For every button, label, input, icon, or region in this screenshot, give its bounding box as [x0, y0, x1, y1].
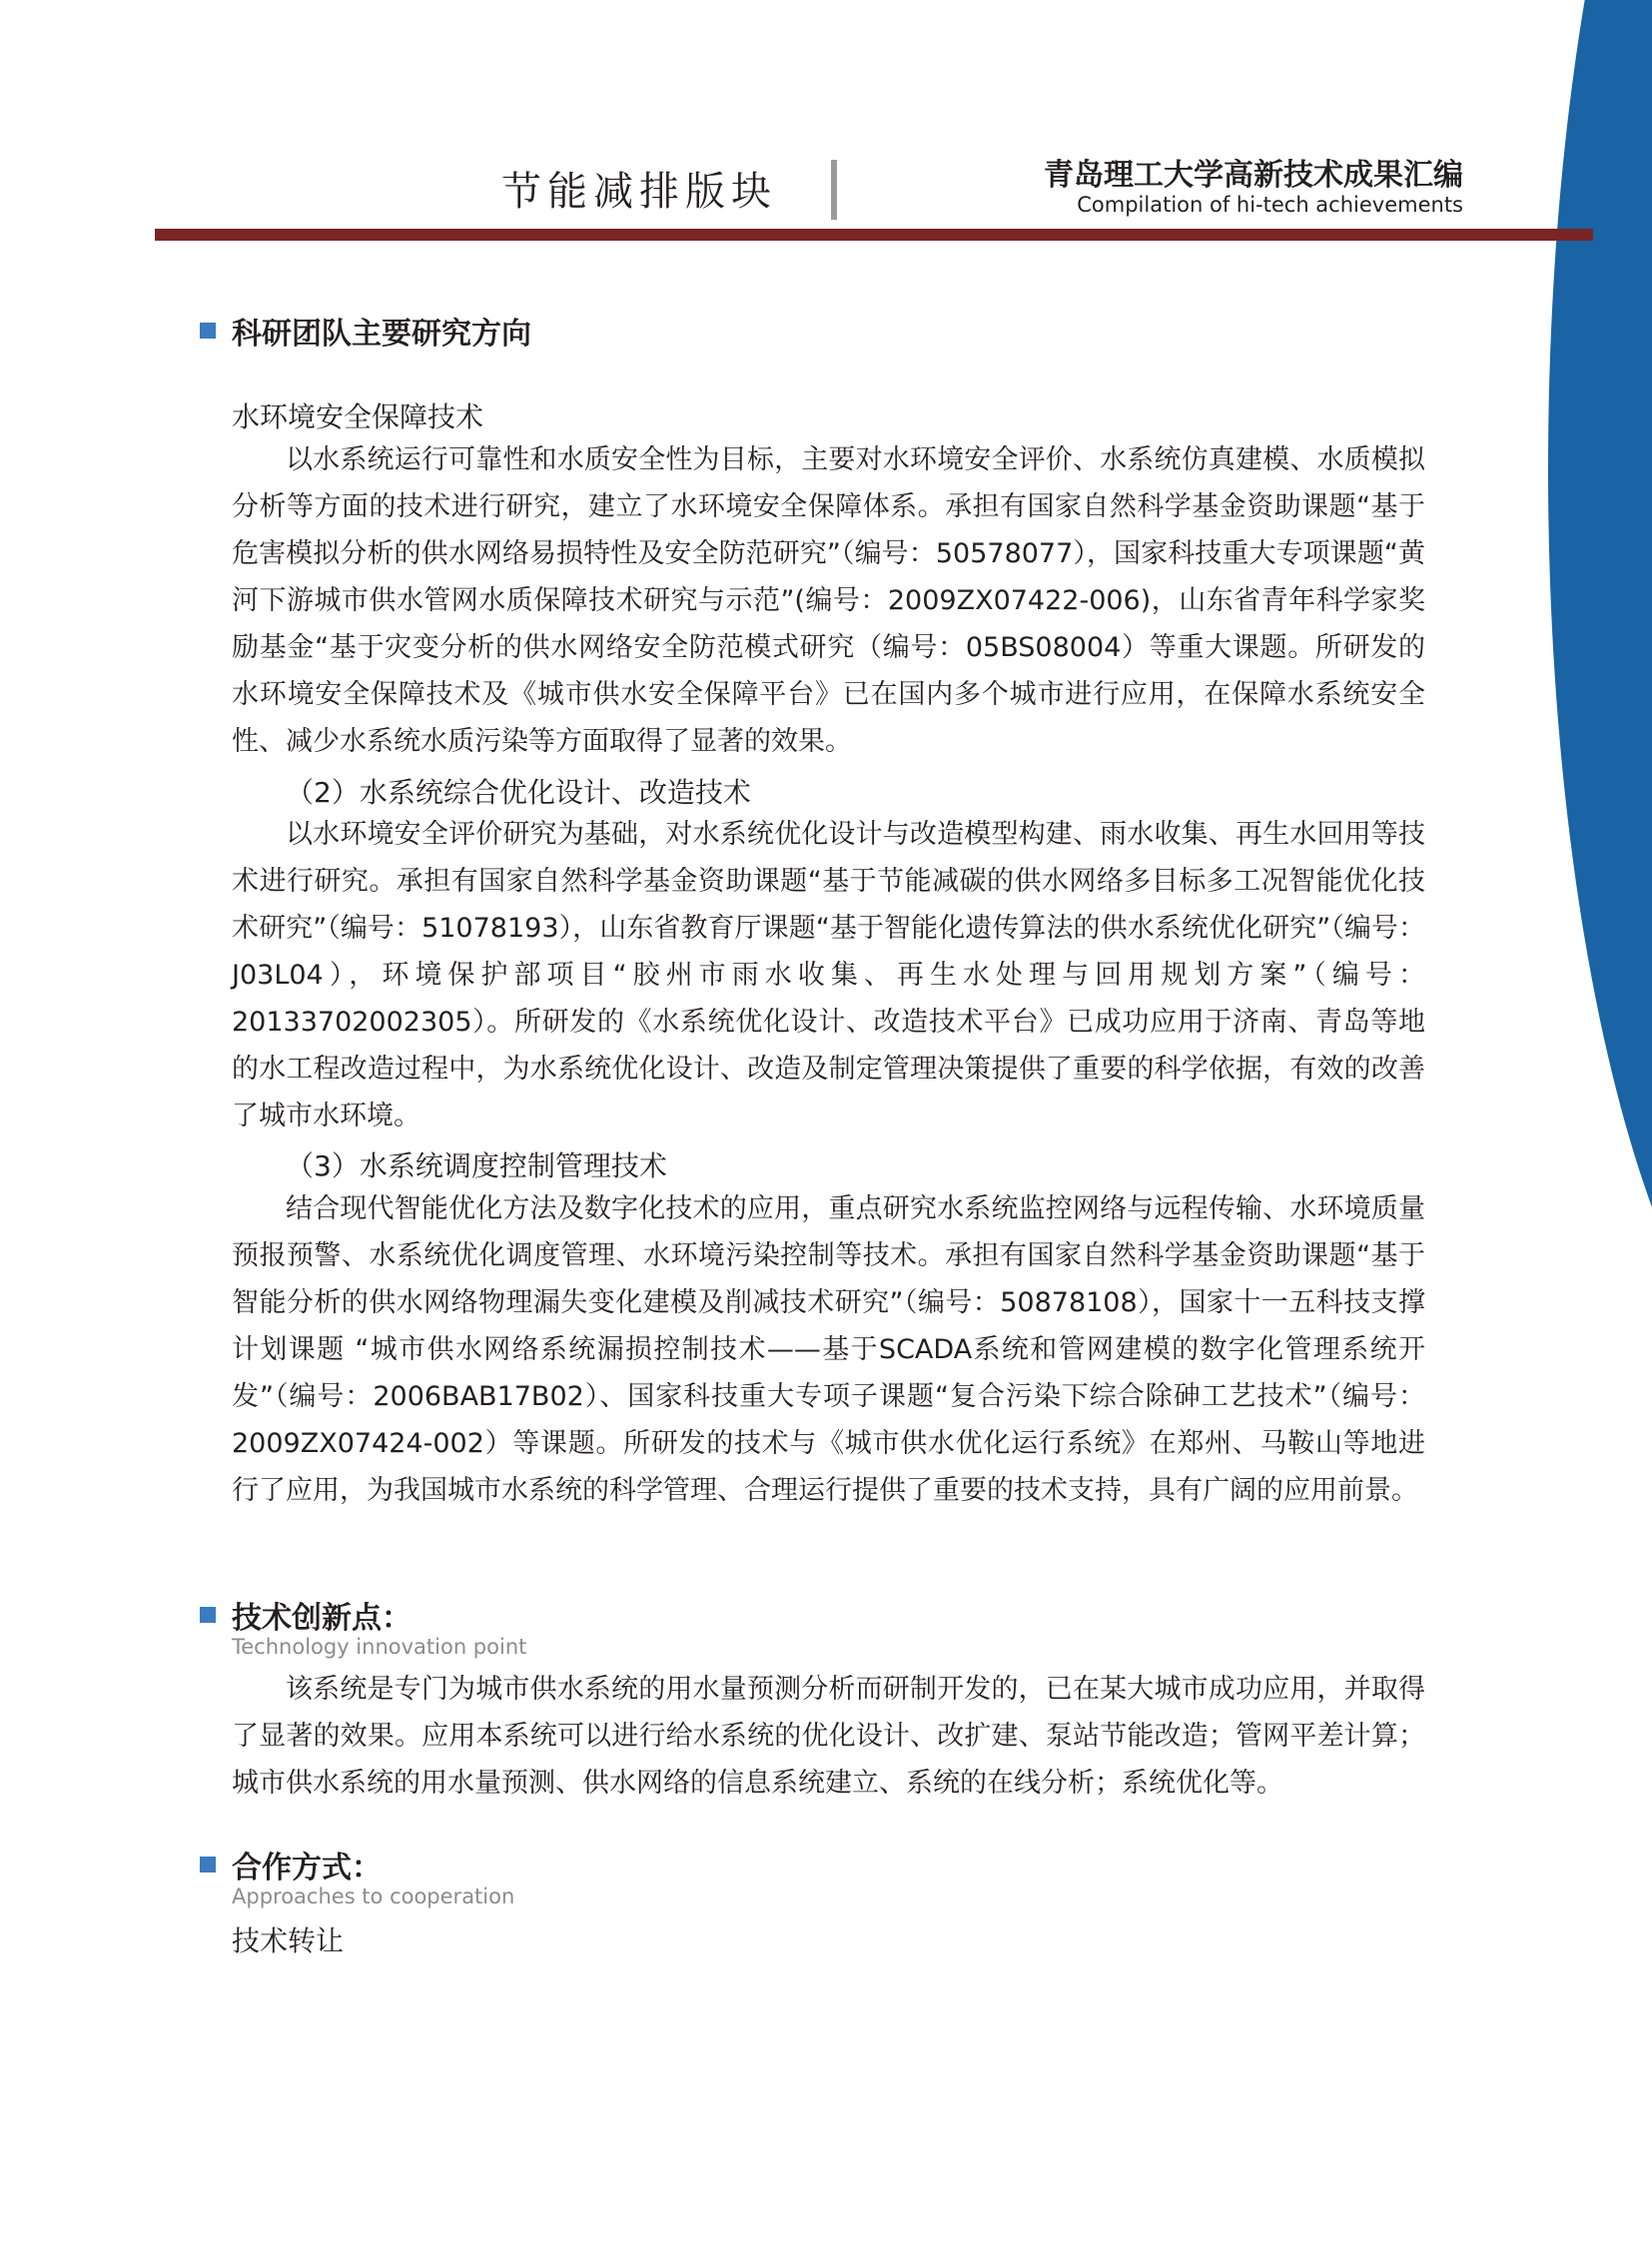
- topic1-body: 以水系统运行可靠性和水质安全性为目标，主要对水环境安全评价、水系统仿真建模、水质模拟分析等方面的技术进行研究，建立了水环境安全保障体系。承担有国家自然科学基金资助课题“基于危害模拟分析的供水网络易损特性及安全防范研究”（编号：50578077），国家科技重大专项课题“黄河下游城市供水管网水质保障技术研究与示范”(编号：2009ZX07422-006)，山东省青年科学家奖励基金“基于灾变分析的供水网络安全防范模式研究（编号：05BS08004）等重大课题。所研发的水环境安全保障技术及《城市供水安全保障平台》已在国内多个城市进行应用，在保障水系统安全性、减少水系统水质污染等方面取得了显著的效果。: [232, 444, 1425, 757]
- page-section-title: 节能减排版块: [501, 169, 777, 215]
- cooperation-heading-label: 合作方式：: [232, 1851, 382, 1885]
- header-org-name-en: Compilation of hi-tech achievements: [1077, 193, 1463, 217]
- topic1-title: 水环境安全保障技术: [232, 400, 484, 433]
- topic3-title: （3）水系统调度控制管理技术: [286, 1149, 667, 1182]
- header-rule: [155, 229, 1593, 241]
- square-bullet-icon: [200, 1607, 216, 1623]
- header-divider: [831, 160, 837, 220]
- research-heading: [200, 311, 531, 351]
- research-heading-label: 科研团队主要研究方向: [232, 317, 531, 352]
- cooperation-heading: [200, 1845, 382, 1884]
- innovation-heading: [200, 1595, 412, 1635]
- topic2-body: 以水环境安全评价研究为基础，对水系统优化设计与改造模型构建、雨水收集、再生水回用等技术进行研究。承担有国家自然科学基金资助课题“基于节能减碳的供水网络多目标多工况智能优化技术研究”（编号：51078193），山东省教育厅课题“基于智能化遗传算法的供水系统优化研究”（编号：J03L04），环境保护部项目“胶州市雨水收集、再生水处理与回用规划方案”（编号：20133702002305）。所研发的《水系统优化设计、改造技术平台》已成功应用于济南、青岛等地的水工程改造过程中，为水系统优化设计、改造及制定管理决策提供了重要的科学依据，有效的改善了城市水环境。: [232, 819, 1425, 1131]
- square-bullet-icon: [200, 323, 216, 339]
- innovation-body: 该系统是专门为城市供水系统的用水量预测分析而研制开发的，已在某大城市成功应用，并取得了显著的效果。应用本系统可以进行给水系统的优化设计、改扩建、泵站节能改造；管网平差计算；城市供水系统的用水量预测、供水网络的信息系统建立、系统的在线分析；系统优化等。: [232, 1674, 1425, 1799]
- square-bullet-icon: [200, 1857, 216, 1872]
- decorative-blue-arc: [1548, 0, 1652, 1418]
- topic3-body: 结合现代智能优化方法及数字化技术的应用，重点研究水系统监控网络与远程传输、水环境质量预报预警、水系统优化调度管理、水环境污染控制等技术。承担有国家自然科学基金资助课题“基于智能分析的供水网络物理漏失变化建模及削减技术研究”（编号：50878108），国家十一五科技支撑计划课题 “城市供水网络系统漏损控制技术——基于SCADA系统和管网建模的数字化管理系统开发”（编号：2006BAB17B02）、国家科技重大专项子课题“复合污染下综合除砷工艺技术”（编号：2009ZX07424-002）等课题。所研发的技术与《城市供水优化运行系统》在郑州、马鞍山等地进行了应用，为我国城市水系统的科学管理、合理运行提供了重要的技术支持，具有广阔的应用前景。: [232, 1193, 1425, 1506]
- topic2-title: （2）水系统综合优化设计、改造技术: [286, 776, 751, 809]
- cooperation-subtitle: Approaches to cooperation: [232, 1884, 515, 1908]
- innovation-heading-label: 技术创新点：: [232, 1601, 412, 1636]
- cooperation-value: 技术转让: [232, 1924, 345, 1957]
- innovation-subtitle: Technology innovation point: [232, 1635, 527, 1659]
- header-org-name: 青岛理工大学高新技术成果汇编: [1044, 158, 1463, 193]
